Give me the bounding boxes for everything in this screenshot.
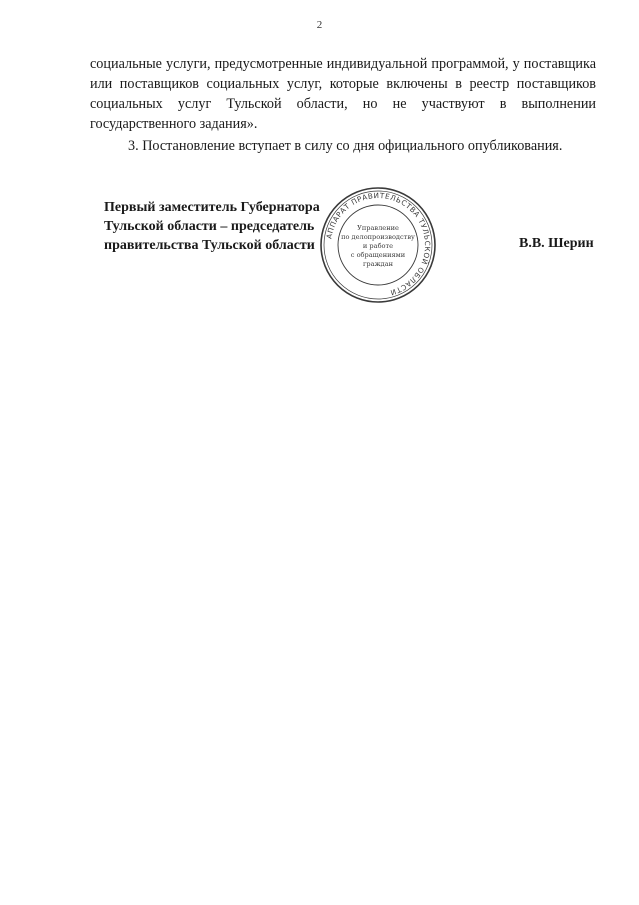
paragraph-continuation: социальные услуги, предусмотренные индивидуальной программой, у поставщика или поставщиков социальных услуг, которые включены в реестр поставщиков социальных услуг Тульской области, но не участвуют в выполнении государственного задания». xyxy=(90,56,596,132)
signatory-title-line-1: Первый заместитель Губернатора xyxy=(104,200,320,215)
seal-ring-text: АППАРАТ ПРАВИТЕЛЬСТВА ТУЛЬСКОЙ ОБЛАСТИ xyxy=(324,190,433,298)
seal-center-line-3: и работе xyxy=(362,242,394,250)
signer-name: В.В. Шерин xyxy=(519,236,594,251)
seal-center-line-1: Управление xyxy=(357,224,399,232)
official-seal xyxy=(319,186,437,304)
page-number: 2 xyxy=(316,19,323,31)
document-body xyxy=(90,54,596,156)
signatory-title-line-3: правительства Тульской области xyxy=(104,238,315,253)
signatory-title xyxy=(104,198,320,255)
seal-center-line-4: с обращениями xyxy=(350,251,406,259)
seal-center-line-2: по делопроизводству xyxy=(341,233,415,241)
seal-graphic xyxy=(319,186,437,304)
seal-center-line-5: граждан xyxy=(362,260,394,268)
signatory-title-line-2: Тульской области – председатель xyxy=(104,219,315,234)
paragraph-item-3: 3. Постановление вступает в силу со дня официального опубликования. xyxy=(128,138,563,154)
